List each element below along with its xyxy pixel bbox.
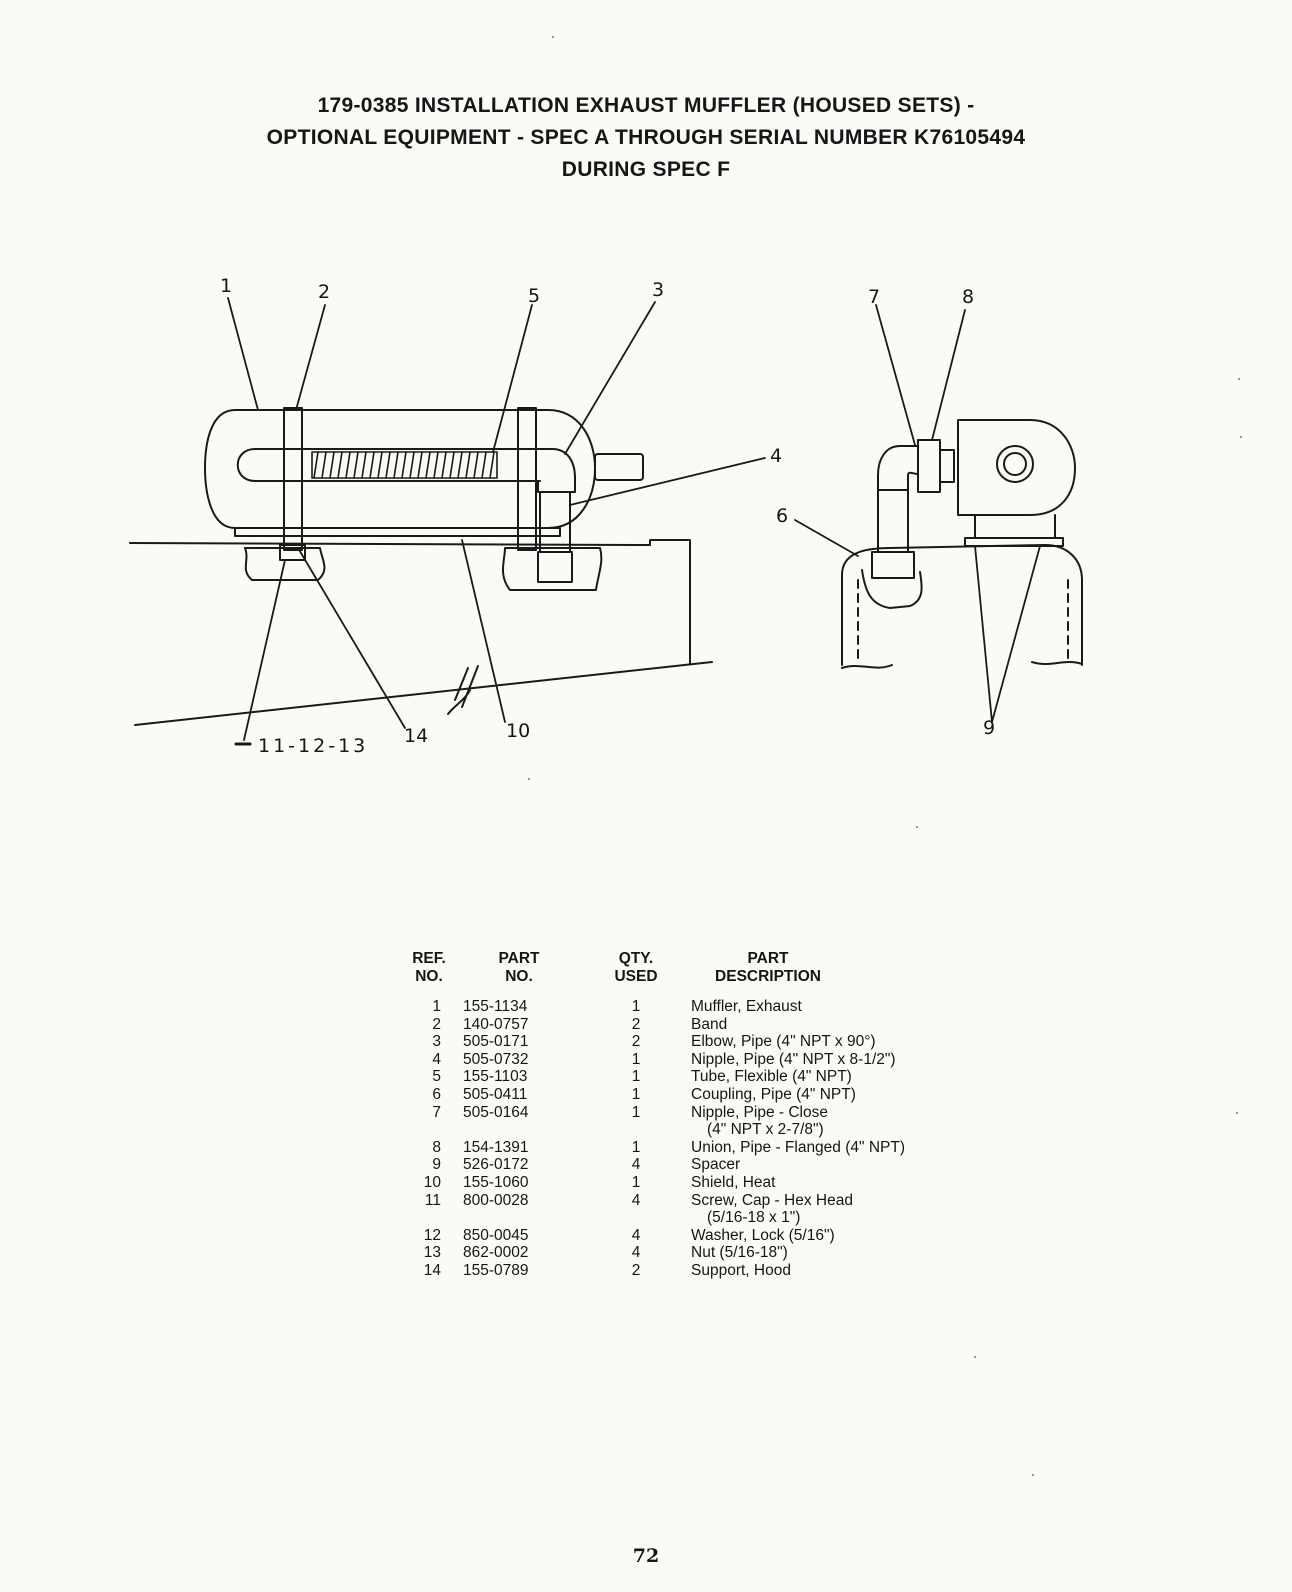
page-title	[0, 90, 1292, 186]
description-cell	[667, 1227, 965, 1245]
description-line: Screw, Cap - Hex Head	[691, 1191, 853, 1209]
part-no-cell: 155-0789	[463, 1261, 529, 1279]
ref-no-cell: 5	[432, 1068, 441, 1086]
description-line: Support, Hood	[691, 1261, 791, 1279]
ref-no-cell: 13	[423, 1244, 441, 1262]
scan-speck	[1240, 436, 1242, 438]
part-no-cell: 155-1060	[463, 1173, 529, 1191]
end-housing	[842, 545, 1082, 665]
scan-speck	[1236, 1112, 1238, 1114]
qty-used-cell: 1	[631, 1103, 641, 1121]
qty-used-cell: 2	[631, 1033, 641, 1051]
description-continuation: (5/16-18 x 1")	[707, 1209, 801, 1227]
table-row	[405, 1139, 965, 1157]
table-row	[405, 1244, 965, 1262]
qty-used-cell: 4	[631, 1226, 641, 1244]
part-no-cell: 862-0002	[463, 1244, 529, 1262]
description-cell	[667, 1262, 965, 1280]
qty-used-cell: 4	[631, 1191, 641, 1209]
description-cell	[667, 1139, 965, 1157]
qty-used-cell: 1	[631, 1138, 641, 1156]
part-no-cell: 800-0028	[463, 1191, 529, 1209]
description-line: Nut (5/16-18")	[691, 1244, 788, 1262]
flange-plate	[940, 450, 954, 482]
housing-base-line	[135, 662, 712, 725]
header-part-description: PART DESCRIPTION	[715, 950, 821, 985]
ref-no-cell: 11	[424, 1191, 441, 1209]
callout-14: 14	[404, 725, 429, 747]
callout-1: 1	[220, 275, 233, 297]
header-ref-no: REF. NO.	[412, 950, 446, 985]
muffler-outlet	[595, 454, 643, 480]
table-row	[405, 1086, 965, 1104]
table-row	[405, 998, 965, 1016]
ref-no-cell: 2	[432, 1015, 441, 1033]
parts-table-body	[405, 998, 965, 1280]
part-no-cell: 850-0045	[463, 1226, 529, 1244]
end-nipple	[878, 490, 908, 552]
qty-used-cell: 4	[631, 1156, 641, 1174]
description-cell	[667, 1192, 965, 1227]
callout-9: 9	[983, 717, 996, 739]
callout-6: 6	[776, 505, 789, 527]
ref-no-cell: 3	[432, 1033, 441, 1051]
description-cell	[667, 1016, 965, 1034]
ref-no-cell: 4	[432, 1050, 441, 1068]
callout-10: 10	[506, 720, 531, 742]
description-line: Tube, Flexible (4" NPT)	[691, 1068, 852, 1086]
description-cell	[667, 1156, 965, 1174]
flanged-union	[918, 440, 940, 492]
ref-no-cell: 8	[432, 1138, 441, 1156]
title-line-2: OPTIONAL EQUIPMENT - SPEC A THROUGH SERIAL NUMBER K76105494	[266, 126, 1026, 149]
scan-speck	[552, 36, 554, 38]
ref-no-cell: 1	[432, 998, 441, 1015]
qty-used-cell: 1	[631, 1050, 641, 1068]
ref-no-cell: 7	[432, 1103, 441, 1121]
callout-4: 4	[770, 445, 783, 467]
flex-tube	[312, 452, 497, 478]
part-no-cell: 505-0171	[463, 1033, 529, 1051]
part-no-cell: 505-0164	[463, 1103, 529, 1121]
housing-side-panel	[650, 540, 690, 663]
ref-no-cell: 12	[423, 1226, 441, 1244]
description-line: Spacer	[691, 1156, 741, 1174]
table-row	[405, 1068, 965, 1086]
muffler-end-outlet	[997, 446, 1033, 482]
callout-11-12-13: 11-12-13	[258, 735, 369, 757]
table-row	[405, 1051, 965, 1069]
qty-used-cell: 4	[631, 1244, 641, 1262]
table-row	[405, 1104, 965, 1139]
end-support	[965, 515, 1063, 546]
description-line: Shield, Heat	[691, 1173, 776, 1191]
description-line: Nipple, Pipe (4" NPT x 8-1/2")	[691, 1050, 896, 1068]
muffler-end	[958, 420, 1075, 515]
part-no-cell: 140-0757	[463, 1015, 529, 1033]
description-cell	[667, 1244, 965, 1262]
scan-speck	[974, 1356, 976, 1358]
parts-table	[405, 950, 965, 1280]
part-no-cell: 505-0411	[463, 1085, 528, 1103]
description-cell	[667, 1104, 965, 1139]
leader-lines-end	[795, 305, 1040, 722]
end-coupling	[872, 552, 914, 578]
description-cell	[667, 998, 965, 1016]
housing-roof-line	[130, 543, 650, 545]
callout-5: 5	[528, 285, 541, 307]
parts-table-header	[405, 950, 965, 998]
table-row	[405, 1156, 965, 1174]
leader-lines-side	[228, 298, 765, 740]
scan-speck	[528, 778, 530, 780]
qty-used-cell: 1	[631, 1173, 641, 1191]
part-no-cell: 526-0172	[463, 1156, 529, 1174]
table-row	[405, 1192, 965, 1227]
ref-no-cell: 14	[423, 1261, 441, 1279]
qty-used-cell: 1	[631, 1068, 641, 1086]
description-cell	[667, 1174, 965, 1192]
table-row	[405, 1262, 965, 1280]
ref-no-cell: 9	[432, 1156, 441, 1174]
page-number: 72	[632, 1545, 660, 1567]
part-no-cell: 154-1391	[463, 1138, 529, 1156]
qty-used-cell: 1	[631, 998, 641, 1015]
nipple-pipe	[540, 492, 570, 552]
table-row	[405, 1227, 965, 1245]
muffler-installation-diagram	[0, 270, 1292, 770]
coupling-side	[538, 552, 572, 582]
description-cell	[667, 1068, 965, 1086]
qty-used-cell: 1	[631, 1085, 641, 1103]
header-qty-used: QTY. USED	[614, 950, 658, 985]
callout-8: 8	[962, 286, 975, 308]
end-cutaway	[862, 570, 922, 608]
callout-2: 2	[318, 281, 331, 303]
description-line: Coupling, Pipe (4" NPT)	[691, 1085, 856, 1103]
table-row	[405, 1016, 965, 1034]
part-no-cell: 155-1103	[463, 1068, 528, 1086]
title-line-1: 179-0385 INSTALLATION EXHAUST MUFFLER (HOUSED SETS) -	[317, 94, 975, 117]
scan-speck	[1032, 1474, 1034, 1476]
description-line: Elbow, Pipe (4" NPT x 90°)	[691, 1033, 876, 1051]
side-view	[130, 408, 712, 725]
qty-used-cell: 2	[631, 1261, 641, 1279]
ref-no-cell: 10	[423, 1173, 441, 1191]
description-cell	[667, 1051, 965, 1069]
table-row	[405, 1174, 965, 1192]
header-part-no: PART NO.	[498, 950, 540, 985]
description-cell	[667, 1086, 965, 1104]
description-line: Washer, Lock (5/16")	[691, 1226, 835, 1244]
scan-speck	[916, 826, 918, 828]
end-housing-break	[842, 662, 1082, 668]
title-line-3: DURING SPEC F	[561, 158, 731, 181]
description-continuation: (4" NPT x 2-7/8")	[707, 1121, 824, 1139]
description-line: Nipple, Pipe - Close	[691, 1103, 828, 1121]
description-line: Band	[691, 1015, 728, 1033]
roof-cutaway-right	[503, 548, 601, 590]
part-no-cell: 155-1134	[463, 998, 528, 1015]
ref-no-cell: 6	[432, 1085, 441, 1103]
table-row	[405, 1033, 965, 1051]
part-no-cell: 505-0732	[463, 1050, 529, 1068]
end-view	[842, 420, 1082, 668]
description-cell	[667, 1033, 965, 1051]
description-line: Muffler, Exhaust	[691, 998, 802, 1015]
scan-speck	[1238, 378, 1240, 380]
muffler-end-outlet-inner	[1004, 453, 1026, 475]
callout-7: 7	[868, 286, 881, 308]
callout-3: 3	[652, 279, 665, 301]
description-line: Union, Pipe - Flanged (4" NPT)	[691, 1138, 905, 1156]
qty-used-cell: 2	[631, 1015, 641, 1033]
end-elbow	[878, 446, 918, 490]
end-inner-walls	[858, 580, 1068, 660]
